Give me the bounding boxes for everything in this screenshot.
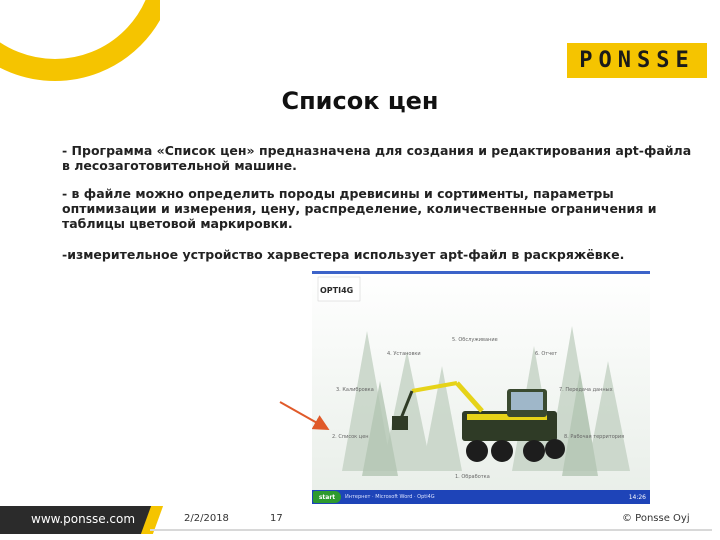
opti-logo: OPTI4G — [320, 286, 354, 295]
step-label: 5. Обслуживание — [452, 337, 498, 343]
footer-divider — [150, 529, 712, 531]
step-label: 6. Отчет — [535, 351, 558, 357]
paragraph-1: - Программа «Список цен» предназначена для создания и редактирования apt-файла в лесозаготовительной машине. — [62, 143, 692, 173]
taskbar-items: Интернет · Microsoft Word · Opti4G — [345, 494, 435, 500]
slide-title: Список цен — [281, 87, 439, 115]
logo-text: PONSSE — [579, 48, 695, 73]
footer-website: www.ponsse.com — [31, 512, 136, 526]
step-label: 8. Рабочая территория — [564, 434, 625, 440]
step-label: 7. Передача данных — [559, 387, 613, 393]
footer-copyright: © Ponsse Oyj — [622, 513, 690, 524]
step-label: 4. Установки — [387, 351, 421, 357]
footer-date: 2/2/2018 — [184, 513, 229, 524]
step-label: 1. Обработка — [455, 474, 490, 480]
footer-website-bar — [0, 506, 152, 534]
start-button[interactable]: start — [313, 491, 341, 503]
page-number: 17 — [270, 513, 283, 524]
step-label: 2. Список цен — [332, 434, 369, 440]
paragraph-3: -измерительное устройство харвестера использует apt-файл в раскряжёвке. — [62, 247, 625, 262]
step-label: 3. Калибровка — [336, 387, 374, 393]
paragraph-2: - в файле можно определить породы древисины и сортименты, параметры оптимизации и измерения, цену, распределение, количественные ограничения и таблицы цветовой маркировки. — [62, 186, 657, 231]
taskbar-clock: 14:26 — [628, 493, 646, 501]
